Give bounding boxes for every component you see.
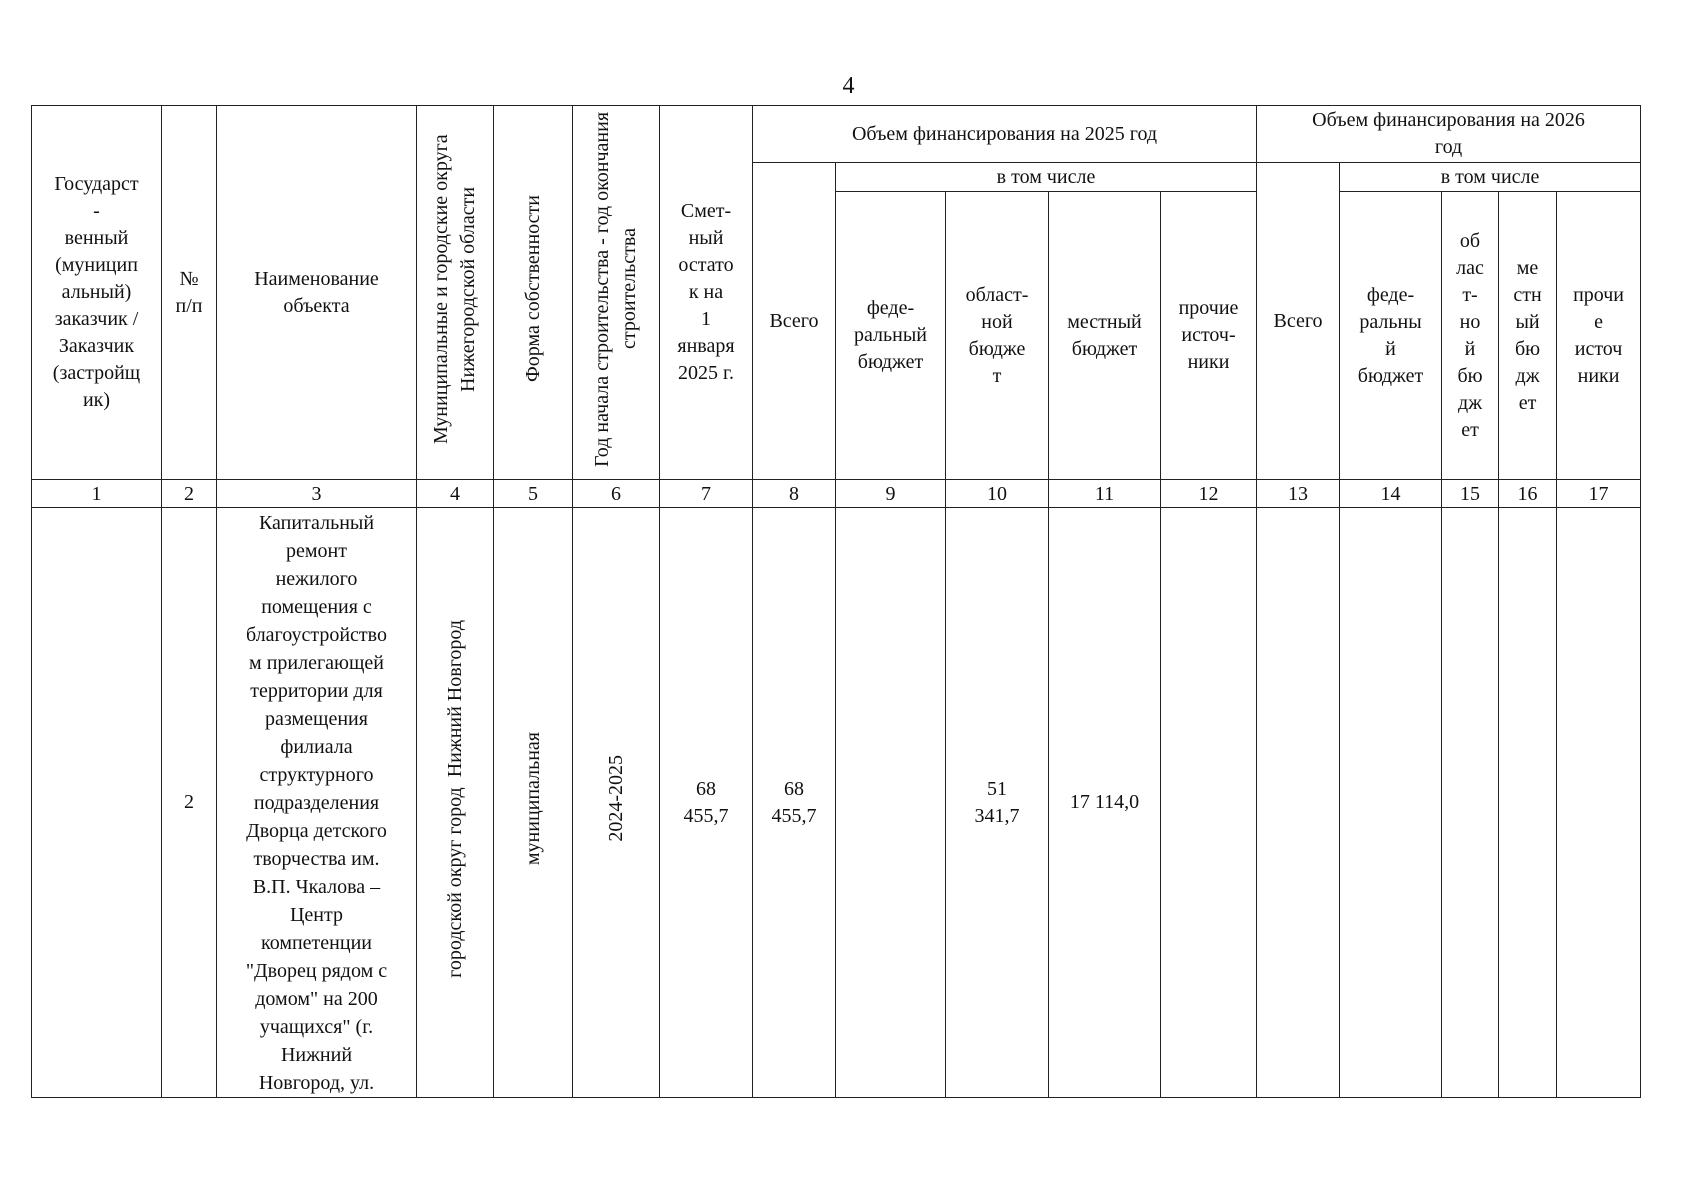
column-number: 12 xyxy=(1161,480,1257,508)
table-row xyxy=(32,508,1641,1098)
header-number: № п/п xyxy=(162,106,217,480)
cell-object-name: Капитальный ремонт нежилого помещения с благоустройство м прилегающей территории для размещения филиала структурного подразделения Дворца детского творчества им. В.П. Чкалова – Центр компетенции "Дворец рядом с домом" на 200 учащихся" (г. Нижний Новгород, ул. xyxy=(217,508,417,1098)
cell-estimate: 68 455,7 xyxy=(660,508,753,1098)
header-including-2026: в том числе xyxy=(1340,163,1641,192)
cell-federal-2026 xyxy=(1340,508,1442,1098)
column-number: 16 xyxy=(1499,480,1557,508)
column-number-row xyxy=(32,480,1641,508)
cell-municipality: городской округ город Нижний Новгород xyxy=(417,508,494,1098)
header-other-2025: прочие источ- ники xyxy=(1161,192,1257,480)
column-number: 6 xyxy=(573,480,660,508)
header-ownership: Форма собственности xyxy=(494,106,573,480)
investment-table xyxy=(31,105,1641,1098)
header-local-2026: ме стн ый бю дж ет xyxy=(1499,192,1557,480)
header-total-2026: Всего xyxy=(1257,163,1340,480)
cell-other-2025 xyxy=(1161,508,1257,1098)
cell-number: 2 xyxy=(162,508,217,1098)
column-number: 3 xyxy=(217,480,417,508)
cell-customer xyxy=(32,508,162,1098)
header-local-2025: местный бюджет xyxy=(1049,192,1161,480)
header-including-2025: в том числе xyxy=(836,163,1257,192)
column-number: 7 xyxy=(660,480,753,508)
header-federal-2025: феде- ральный бюджет xyxy=(836,192,946,480)
page-number: 4 xyxy=(842,73,855,99)
column-number: 1 xyxy=(32,480,162,508)
column-number: 9 xyxy=(836,480,946,508)
cell-total-2025: 68 455,7 xyxy=(753,508,836,1098)
column-number: 14 xyxy=(1340,480,1442,508)
column-number: 8 xyxy=(753,480,836,508)
header-years: Год начала строительства - год окончания строительства xyxy=(573,106,660,480)
header-object-name: Наименование объекта xyxy=(217,106,417,480)
cell-total-2026 xyxy=(1257,508,1340,1098)
cell-regional-2026 xyxy=(1442,508,1499,1098)
column-number: 15 xyxy=(1442,480,1499,508)
header-federal-2026: феде- ральны й бюджет xyxy=(1340,192,1442,480)
cell-local-2025: 17 114,0 xyxy=(1049,508,1161,1098)
header-funding-2025: Объем финансирования на 2025 год xyxy=(753,106,1257,163)
header-estimate: Смет- ный остато к на 1 января 2025 г. xyxy=(660,106,753,480)
cell-ownership: муниципальная xyxy=(494,508,573,1098)
header-regional-2026: об лас т- но й бю дж ет xyxy=(1442,192,1499,480)
header-total-2025: Всего xyxy=(753,163,836,480)
header-other-2026: прочи е источ ники xyxy=(1557,192,1641,480)
cell-regional-2025: 51 341,7 xyxy=(946,508,1049,1098)
column-number: 13 xyxy=(1257,480,1340,508)
column-number: 4 xyxy=(417,480,494,508)
column-number: 5 xyxy=(494,480,573,508)
header-funding-2026: Объем финансирования на 2026 год xyxy=(1257,106,1641,163)
header-customer: Государст - венный (муницип альный) заказчик / Заказчик (застройщ ик) xyxy=(32,106,162,480)
header-regional-2025: област- ной бюдже т xyxy=(946,192,1049,480)
cell-other-2026 xyxy=(1557,508,1641,1098)
column-number: 10 xyxy=(946,480,1049,508)
column-number: 2 xyxy=(162,480,217,508)
cell-federal-2025 xyxy=(836,508,946,1098)
header-municipality: Муниципальные и городские округа Нижегородской области xyxy=(417,106,494,480)
cell-years: 2024-2025 xyxy=(573,508,660,1098)
cell-local-2026 xyxy=(1499,508,1557,1098)
column-number: 17 xyxy=(1557,480,1641,508)
column-number: 11 xyxy=(1049,480,1161,508)
